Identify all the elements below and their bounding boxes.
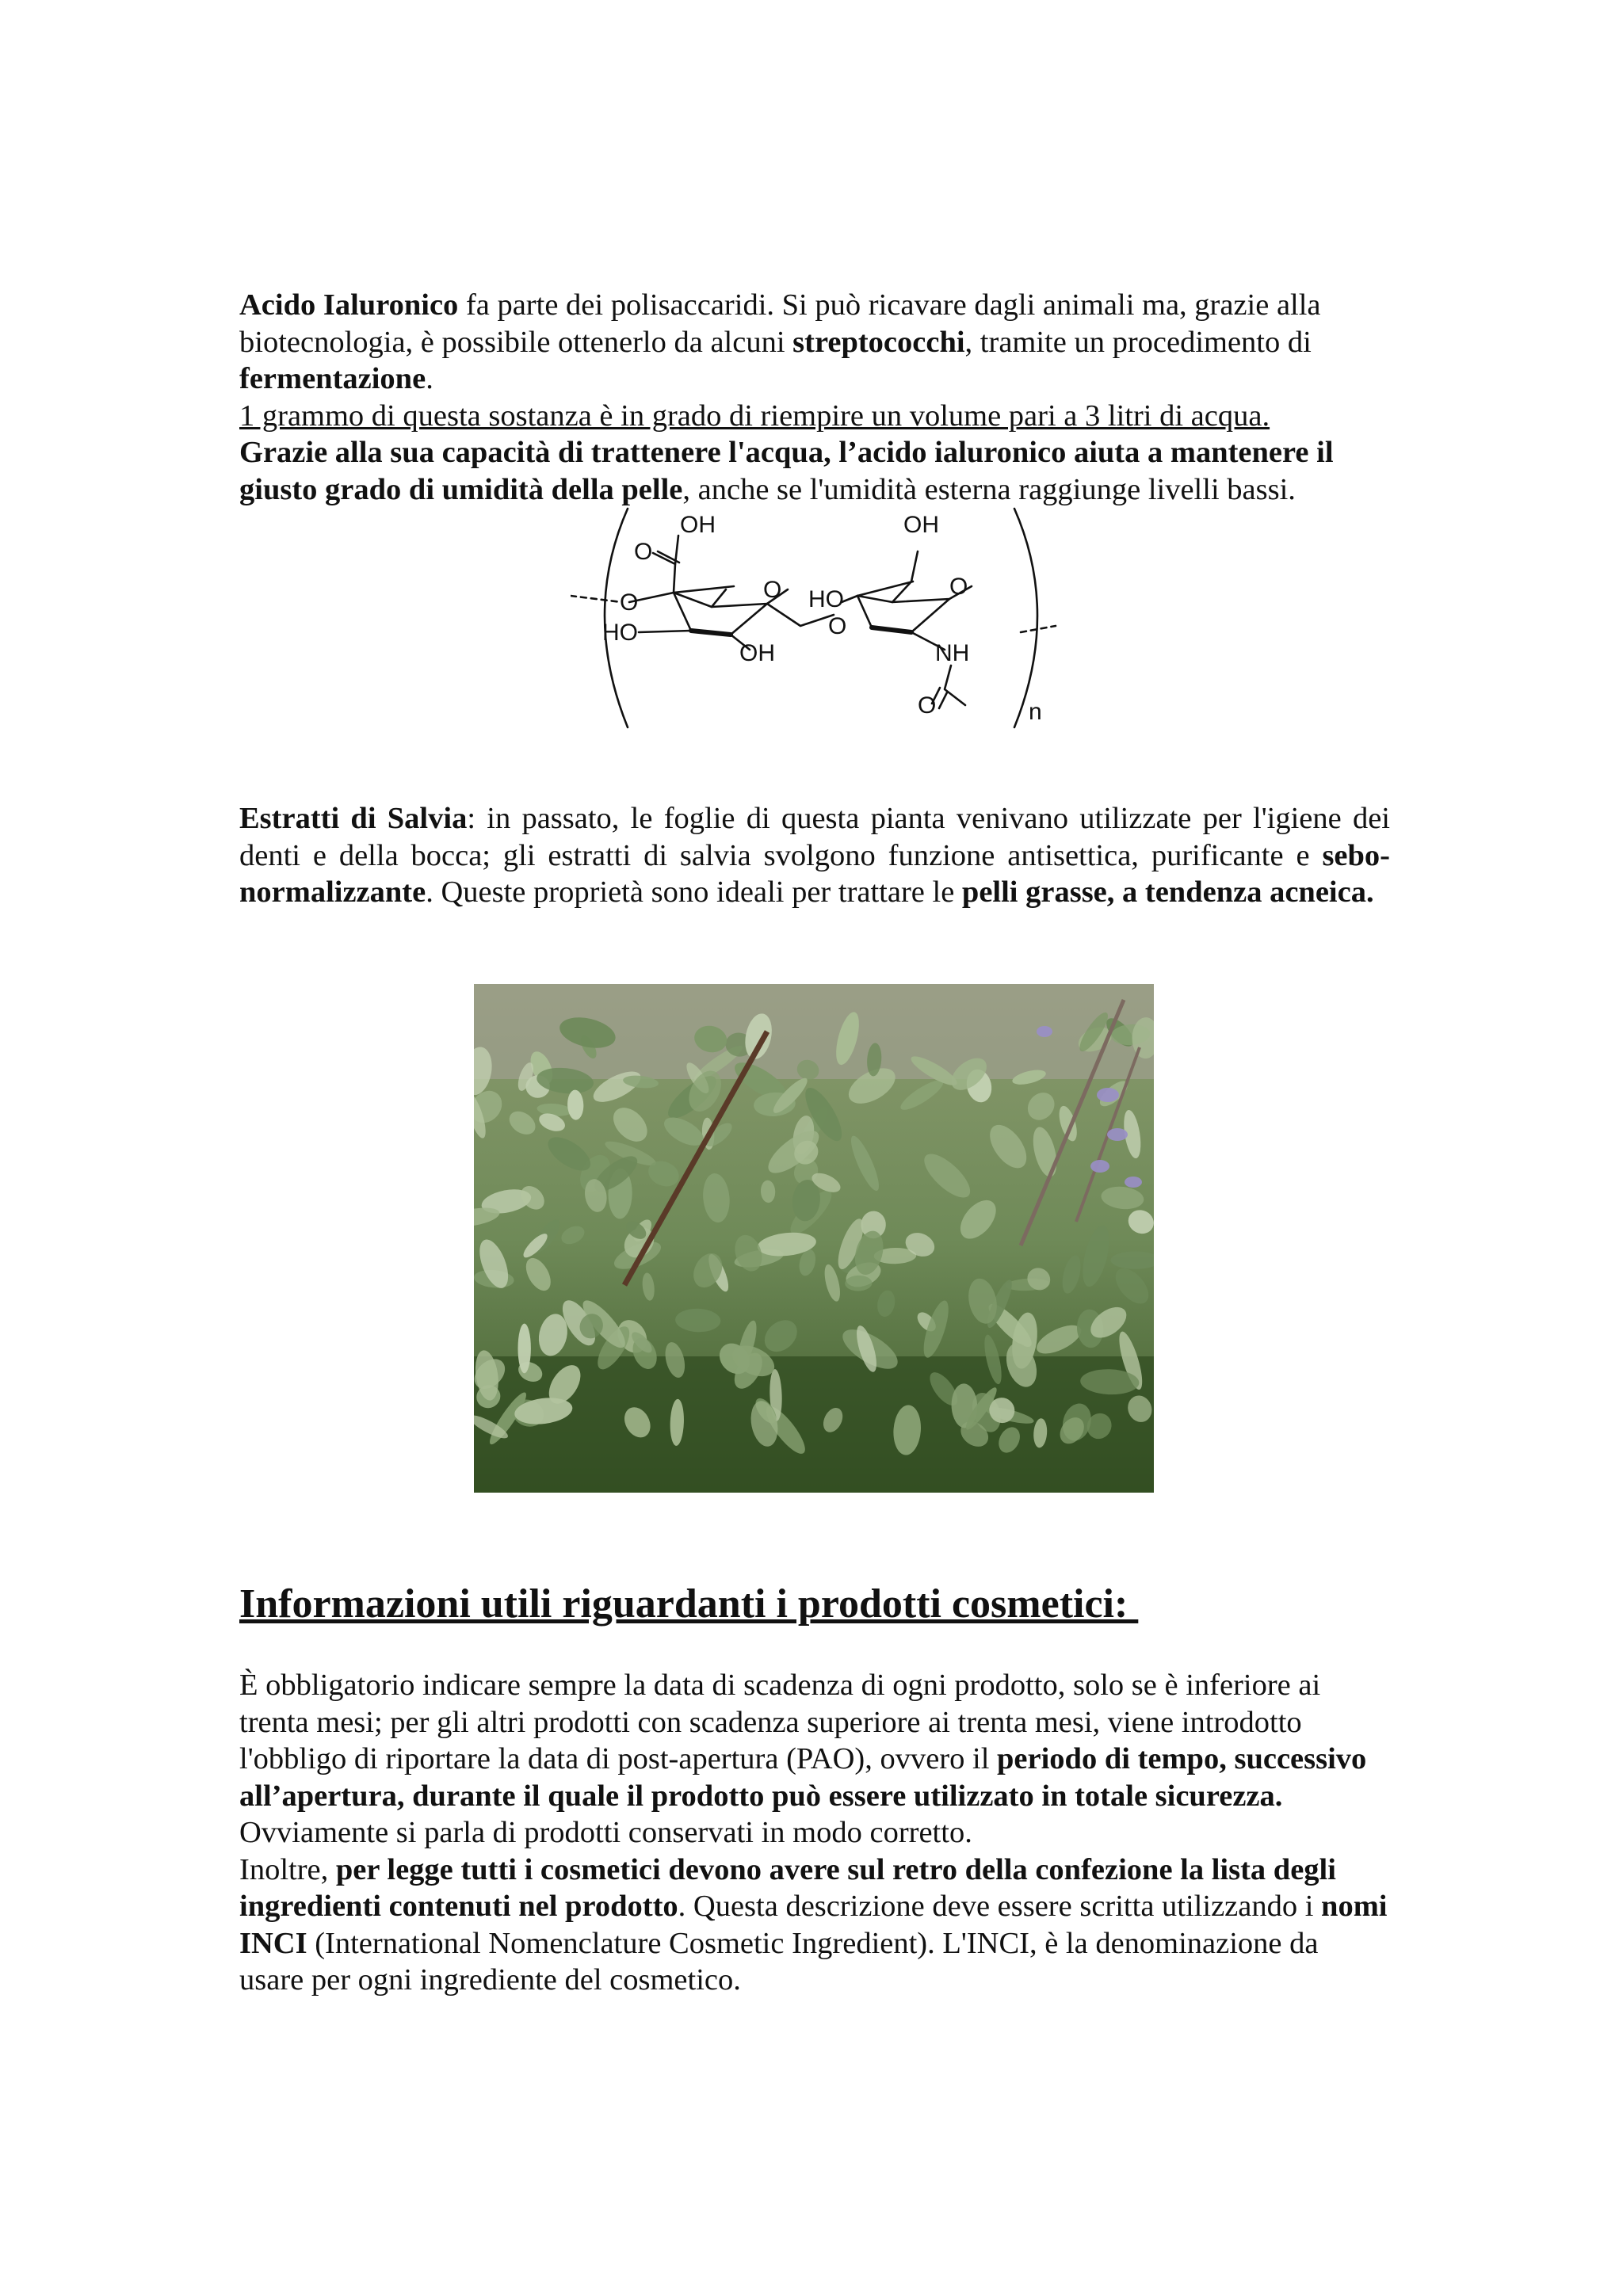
hyaluronic-acid-section [239,287,1390,508]
left-bracket [605,509,628,727]
sage-extracts-section [239,800,1390,911]
underlined-text-run: 1 grammo di questa sostanza è in grado di riempire un volume pari a 3 litri di acqua. [239,399,1270,433]
ring-2-o-label: O [949,574,968,600]
ho-mid-bond [842,596,857,602]
text-run: Inoltre, [239,1852,336,1886]
text-run: . [426,362,433,395]
expiry-paragraph [239,1667,1390,1852]
sage-leaf [518,1324,531,1374]
text-run: fa parte dei polisaccaridi. Si può ricavare dagli animali ma, grazie alla biotecnologia, è possibile ottenerlo da alcuni [239,288,1321,359]
cosmetic-info-heading: Informazioni utili riguardanti i prodotti cosmetici: [239,1581,1139,1627]
acetyl-bonds [932,666,965,708]
sage-title: Estratti di Salvia [239,802,468,835]
hyaluronic-acid-title: Acido Ialuronico [239,288,459,322]
underlined-sentence [239,398,1390,435]
ring-1-front-bold [691,631,731,635]
bold-text-run: per legge tutti i cosmetici devono avere sul retro della confezione la lista degli ingredienti contenuti nel prodotto [239,1852,1336,1923]
bold-text-run: streptococchi [792,325,965,359]
oh-top-left-label: OH [680,512,716,538]
ring-1-o-label: O [763,577,782,603]
ring-2-front-bold [872,627,911,632]
oh-top-right-label: OH [903,512,939,538]
text-run: , anche se l'umidità esterna raggiunge livelli bassi. [682,472,1296,506]
oh-bottom-label: OH [739,640,775,666]
bold-text-run: pelli grasse, a tendenza acneica. [961,875,1374,909]
text-run: . Queste proprietà sono ideali per trattare le [426,875,962,909]
carbonyl-o-label: O [634,539,653,565]
ho-left-label: HO [602,620,638,646]
sage-paragraph [239,800,1390,911]
left-link-o-label: O [620,589,639,616]
right-bracket [1014,509,1037,727]
bold-text-run: sebo-normalizzante [239,838,1390,909]
glycosidic-o-label: O [828,613,847,639]
ho-bond-left [639,631,691,632]
text-run: Ovviamente si parla di prodotti conservati in modo corretto. [239,1816,972,1849]
nh-label: NH [935,640,970,666]
bold-text-run: nomi INCI [239,1890,1388,1960]
ho-mid-label: HO [808,586,844,612]
ring-2-ch2oh [892,551,918,602]
text-run: , tramite un procedimento di [964,325,1312,359]
text-run: : in passato, le foglie di questa pianta venivano utilizzate per l'igiene dei denti e della bocca; gli estratti di salvia svolgono funzione antisettica, purificante e [239,802,1390,872]
sage-plant-photo [474,984,1154,1493]
bold-text-run: fermentazione [239,362,426,395]
right-dashed-bond [1021,626,1056,632]
bold-text-run: periodo di tempo, successivo all’apertura, durante il quale il prodotto può essere utilizzato in totale sicurezza. [239,1742,1367,1813]
text-run: (International Nomenclature Cosmetic Ingredient). L'INCI, è la denominazione da usare per ogni ingrediente del cosmetico. [239,1926,1319,1997]
bold-text-run: Grazie alla sua capacità di trattenere l'acqua, l’acido ialuronico aiuta a mantenere il giusto grado di umidità della pelle [239,436,1334,506]
acetyl-o-label: O [918,692,937,719]
hyaluronic-acid-paragraph [239,287,1390,398]
inci-paragraph [239,1852,1390,1999]
text-run: . Questa descrizione deve essere scritta utilizzando i [678,1890,1322,1923]
ring-1-side [712,589,726,607]
carboxyl-oh-bond [675,536,678,564]
text-run: È obbligatorio indicare sempre la data di scadenza di ogni prodotto, solo se è inferiore ai trenta mesi; per gli altri prodotti con scadenza superiore ai trenta mesi, viene introdotto l'obbligo di riportare la data di post-apertura (PAO), ovvero il [239,1669,1321,1775]
cosmetic-info-section [239,1667,1390,1999]
left-dashed-bond [571,596,621,602]
hyaluronic-acid-structure-diagram [571,504,1078,734]
repeat-n-label: n [1029,699,1042,725]
hyaluronic-acid-benefit-paragraph [239,434,1390,508]
